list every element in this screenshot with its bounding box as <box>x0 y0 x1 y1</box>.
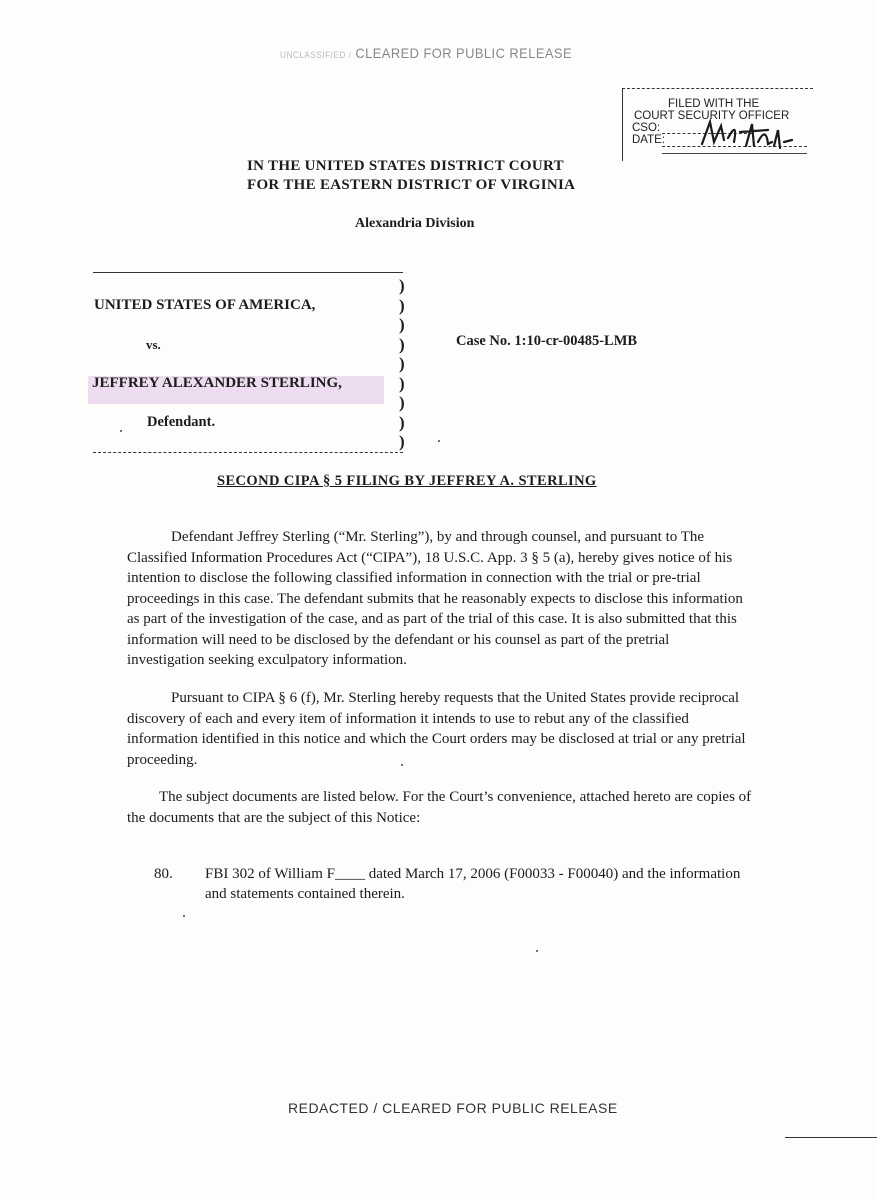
caption-plaintiff: UNITED STATES OF AMERICA, <box>94 297 316 313</box>
header-stamp-prefix: UNCLASSIFIED / <box>280 50 352 60</box>
filing-title: SECOND CIPA § 5 FILING BY JEFFREY A. STERLING <box>217 473 597 489</box>
filed-line-2: COURT SECURITY OFFICER <box>634 110 790 122</box>
header-stamp-text: CLEARED FOR PUBLIC RELEASE <box>355 45 573 61</box>
filed-cso-label: CSO: <box>632 122 661 134</box>
item-number: 80. <box>154 866 173 882</box>
filed-date-label: DATE: <box>632 134 666 146</box>
court-division: Alexandria Division <box>355 216 475 231</box>
paragraph-text: The subject documents are listed below. For the Court’s convenience, attached hereto are copies of the documents that are the subject of this Notice: <box>127 789 752 826</box>
handwritten-signature <box>688 112 798 162</box>
footer-release-stamp: REDACTED / CLEARED FOR PUBLIC RELEASE <box>288 1100 618 1116</box>
header-release-stamp <box>280 45 572 61</box>
page-corner-rule <box>785 1137 877 1138</box>
case-number: Case No. 1:10-cr-00485-LMB <box>456 333 638 349</box>
caption-defendant-name: JEFFREY ALEXANDER STERLING, <box>92 375 342 391</box>
body-paragraph-1 <box>127 527 747 671</box>
scan-speck <box>536 950 538 952</box>
caption-bottom-rule <box>93 452 403 453</box>
scan-speck <box>401 764 403 766</box>
filed-line-1: FILED WITH THE <box>668 98 760 110</box>
caption-top-rule <box>93 272 403 273</box>
caption-defendant-role: Defendant. <box>147 414 216 430</box>
court-heading <box>247 157 647 195</box>
scan-speck <box>183 915 185 917</box>
court-heading-line-1: IN THE UNITED STATES DISTRICT COURT <box>247 158 564 174</box>
paragraph-text: Defendant Jeffrey Sterling (“Mr. Sterling”), by and through counsel, and pursuant to The Classified Information Procedures Act (“CIPA”), 18 U.S.C. App. 3 § 5 (a), hereby gives notice of his intention to disclose the following classified information in connection with the trial or pre-trial proceedings in this case. The defendant submits that he reasonably expects to disclose this information as part of the investigation of the case, and as part of the trial of this case. It is also submitted that this information will need to be disclosed by the defendant or his counsel as part of the pretrial investigation seeking exculpatory information. <box>127 529 743 668</box>
body-paragraph-3 <box>127 787 767 828</box>
paragraph-text: Pursuant to CIPA § 6 (f), Mr. Sterling hereby requests that the United States provide reciprocal discovery of each and every item of information it intends to use to rebut any of the classified information identified in this notice and which the Court orders may be disclosed at trial or any pretrial proceeding. <box>127 690 746 768</box>
caption-versus: vs. <box>146 337 161 352</box>
scan-speck <box>438 440 440 442</box>
caption-parentheses: ) ) ) ) ) ) ) ) ) <box>399 276 405 451</box>
item-description: FBI 302 of William F____ dated March 17, 2006 (F00033 - F00040) and the information and statements contained therein. <box>205 866 741 902</box>
scan-speck <box>120 430 122 432</box>
body-paragraph-2 <box>127 688 747 770</box>
court-heading-line-2: FOR THE EASTERN DISTRICT OF VIRGINIA <box>247 177 576 193</box>
